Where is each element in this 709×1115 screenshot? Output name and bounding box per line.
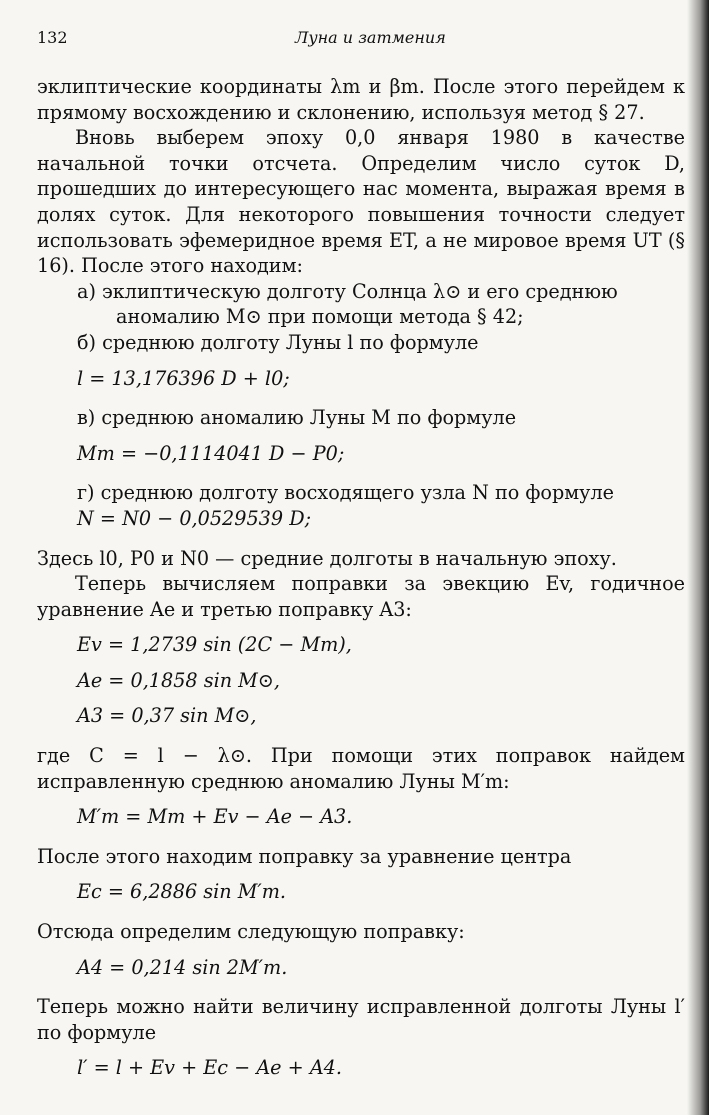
paragraph-ecliptic-coordinates: эклиптические координаты λm и βm. После этого перейдем к прямому восхождению и склонению, используя метод § 27. bbox=[37, 75, 685, 124]
list-item-moon-mean-longitude: б) среднюю долготу Луны l по формуле bbox=[77, 330, 479, 354]
page-header bbox=[37, 28, 677, 52]
page-edge-shadow bbox=[687, 0, 709, 1115]
paragraph-corrected-anomaly: где C = l − λ⊙. При помощи этих поправок найдем исправленную среднюю аномалию Луны M′m: bbox=[37, 744, 685, 793]
paragraph-next-correction: Отсюда определим следующую поправку: bbox=[37, 920, 465, 944]
page-number: 132 bbox=[37, 28, 68, 47]
formula-corrected-longitude: l′ = l + Ev + Ec − Ae + A4. bbox=[77, 1056, 342, 1080]
page-body bbox=[37, 74, 685, 1081]
formula-mean-longitude: l = 13,176396 D + l0; bbox=[77, 366, 290, 390]
list-item-moon-mean-anomaly: в) среднюю аномалию Луны M по формуле bbox=[77, 406, 517, 430]
formula-mean-anomaly: Mm = −0,1114041 D − P0; bbox=[77, 441, 345, 465]
formula-corrected-anomaly: M′m = Mm + Ev − Ae − A3. bbox=[77, 805, 353, 829]
paragraph-equation-of-center: После этого находим поправку за уравнение центра bbox=[37, 844, 572, 868]
list-item-ascending-node: г) среднюю долготу восходящего узла N по формуле bbox=[77, 481, 615, 505]
formula-ascending-node: N = N0 − 0,0529539 D; bbox=[77, 506, 312, 530]
running-title: Луна и затмения bbox=[295, 28, 446, 47]
list-item-sun-longitude: а) эклиптическую долготу Солнца λ⊙ и его среднюю bbox=[77, 279, 618, 303]
paragraph-epoch-longitudes: Здесь l0, P0 и N0 — средние долготы в начальную эпоху. bbox=[37, 546, 617, 570]
paragraph-corrections: Теперь вычисляем поправки за эвекцию Ev, годичное уравнение Ae и третью поправку A3: bbox=[37, 572, 685, 621]
paragraph-epoch: Вновь выберем эпоху 0,0 января 1980 в качестве начальной точки отсчета. Определим число суток D, прошедших до интересующего нас момента, выражая время в долях суток. Для некоторого повышения точности следует использовать эфемеридное время ET, а не мировое время UT (§ 16). После этого находим: bbox=[37, 126, 685, 278]
paragraph-corrected-longitude: Теперь можно найти величину исправленной долготы Луны l′ по формуле bbox=[37, 995, 685, 1044]
formula-equation-of-center: Ec = 6,2886 sin M′m. bbox=[77, 880, 287, 904]
formula-evection: Ev = 1,2739 sin (2C − Mm), bbox=[77, 633, 352, 657]
formula-third-correction: A3 = 0,37 sin M⊙, bbox=[77, 704, 257, 728]
formula-annual-equation: Ae = 0,1858 sin M⊙, bbox=[77, 668, 280, 692]
list-item-sun-anomaly: аномалию M⊙ при помощи метода § 42; bbox=[116, 305, 524, 329]
formula-fourth-correction: A4 = 0,214 sin 2M′m. bbox=[77, 955, 288, 979]
